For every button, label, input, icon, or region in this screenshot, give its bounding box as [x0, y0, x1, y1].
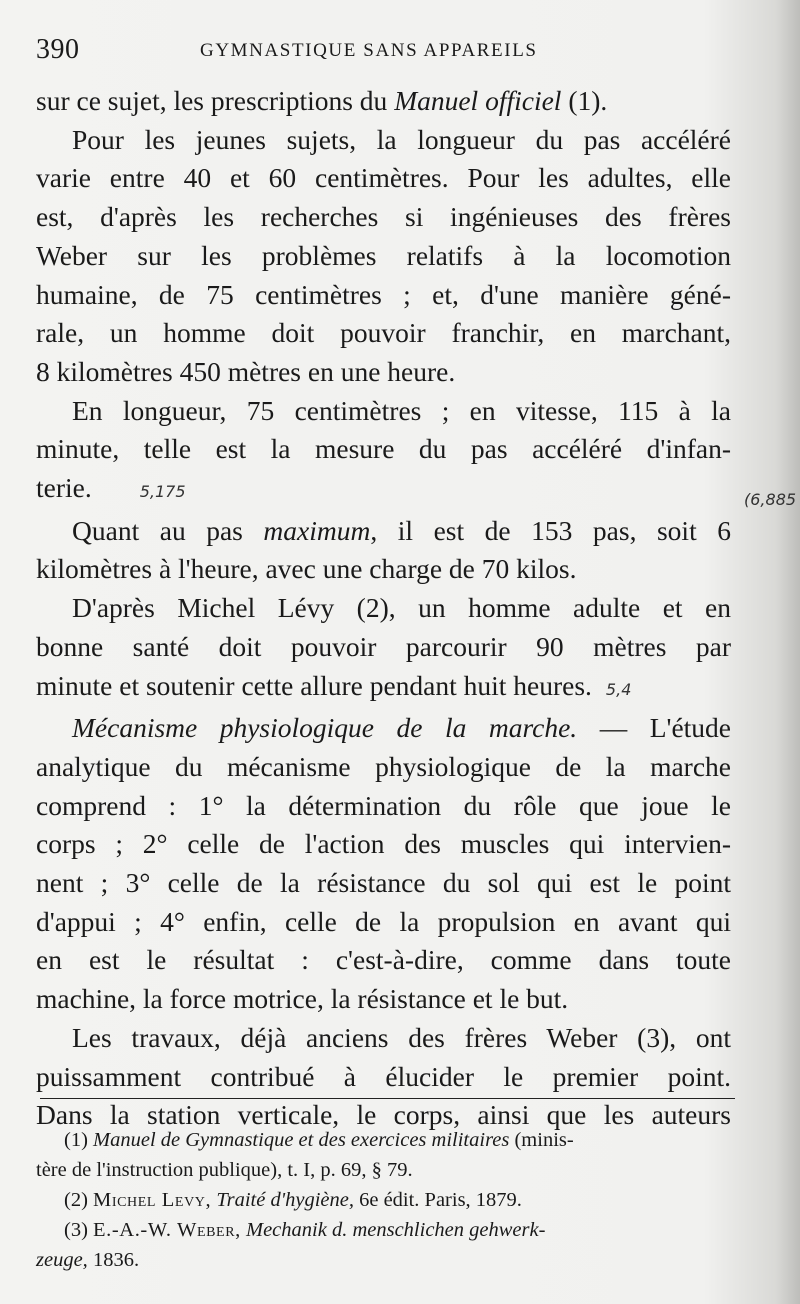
paragraph-5 — [36, 589, 731, 628]
text-line: sur ce sujet, les prescriptions du Manuel officiel (1). — [36, 85, 608, 116]
paragraph-3 — [36, 392, 731, 431]
text-line: Mécanisme physiologique de la marche. — L'étude — [72, 712, 731, 744]
footnote-rule — [40, 1098, 735, 1099]
text-line: Dans la station verticale, le corps, ainsi que les auteurs — [36, 1099, 731, 1131]
paragraph-4 — [36, 512, 731, 551]
text-line: terie. 5,175 — [36, 472, 186, 504]
text-line: minute, telle est la mesure du pas accéléré d'infan- — [36, 433, 731, 465]
text-line: nent ; 3° celle de la résistance du sol qui est le point — [36, 867, 731, 899]
text-line: est, d'après les recherches si ingénieuses des frères — [36, 201, 731, 233]
text-line: Les travaux, déjà anciens des frères Weber (3), ont — [72, 1021, 731, 1053]
footnotes: (1) Manuel de Gymnastique et des exercices militaires (minis- tère de l'instruction publique), t. I, p. 69, § 79. (2) Michel Levy, Traité d'hygiène, 6e édit. Paris, 1879. (3) E.-A.-W. Weber, Mechanik d. menschlichen gehwerk- zeuge, 1836. — [36, 1125, 736, 1275]
handwritten-note-2: (6,885 — [744, 490, 797, 509]
paragraph-6 — [36, 709, 731, 748]
text-line: Quant au pas maximum, il est de 153 pas, soit 6 — [72, 514, 731, 546]
running-title: GYMNASTIQUE SANS APPAREILS — [200, 40, 538, 61]
text-line: analytique du mécanisme physiologique de la marche — [36, 750, 731, 782]
text-line: corps ; 2° celle de l'action des muscles qui intervien- — [36, 828, 731, 860]
footnote-2: (2) Michel Levy, Traité d'hygiène, 6e édit. Paris, 1879. — [64, 1189, 522, 1211]
paragraph-7 — [36, 1019, 731, 1058]
text-line: kilomètres à l'heure, avec une charge de 70 kilos. — [36, 553, 577, 585]
text-line: varie entre 40 et 60 centimètres. Pour les adultes, elle — [36, 162, 731, 194]
handwritten-note-3: 5,4 — [605, 679, 632, 699]
page-header — [36, 34, 736, 70]
text-line: rale, un homme doit pouvoir franchir, en marchant, — [36, 317, 731, 349]
footnote-1: (1) Manuel de Gymnastique et des exercices militaires (minis- — [64, 1129, 574, 1151]
text-line: Weber sur les problèmes relatifs à la locomotion — [36, 239, 731, 271]
text-line: comprend : 1° la détermination du rôle que joue le — [36, 789, 731, 821]
text-line: humaine, de 75 centimètres ; et, d'une manière géné- — [36, 278, 731, 310]
text-line: En longueur, 75 centimètres ; en vitesse, 115 à la — [72, 394, 731, 426]
text-line: 8 kilomètres 450 mètres en une heure. — [36, 355, 456, 387]
text-line: puissamment contribué à élucider le premier point. — [36, 1060, 731, 1092]
handwritten-note-1: 5,175 — [139, 482, 186, 502]
text-line: Pour les jeunes sujets, la longueur du pas accéléré — [72, 123, 731, 155]
text-line: en est le résultat : c'est-à-dire, comme dans toute — [36, 944, 731, 976]
text-line: machine, la force motrice, la résistance et le but. — [36, 983, 569, 1015]
body-text — [36, 82, 731, 1135]
text-line: d'appui ; 4° enfin, celle de la propulsion en avant qui — [36, 905, 731, 937]
footnote-3: (3) E.-A.-W. Weber, Mechanik d. menschlichen gehwerk- — [64, 1219, 546, 1241]
text-line: D'après Michel Lévy (2), un homme adulte et en — [72, 592, 731, 624]
manuel-officiel-title: Manuel officiel — [394, 85, 562, 116]
page-number: 390 — [36, 34, 80, 65]
text-line: bonne santé doit pouvoir parcourir 90 mètres par — [36, 630, 731, 662]
paragraph-2 — [36, 121, 731, 160]
paragraph-1 — [36, 82, 731, 121]
text-line: minute et soutenir cette allure pendant huit heures. 5,4 — [36, 669, 632, 701]
maximum-italic: maximum — [263, 514, 371, 546]
section-heading-italic: Mécanisme physiologique de la marche. — [72, 712, 578, 744]
